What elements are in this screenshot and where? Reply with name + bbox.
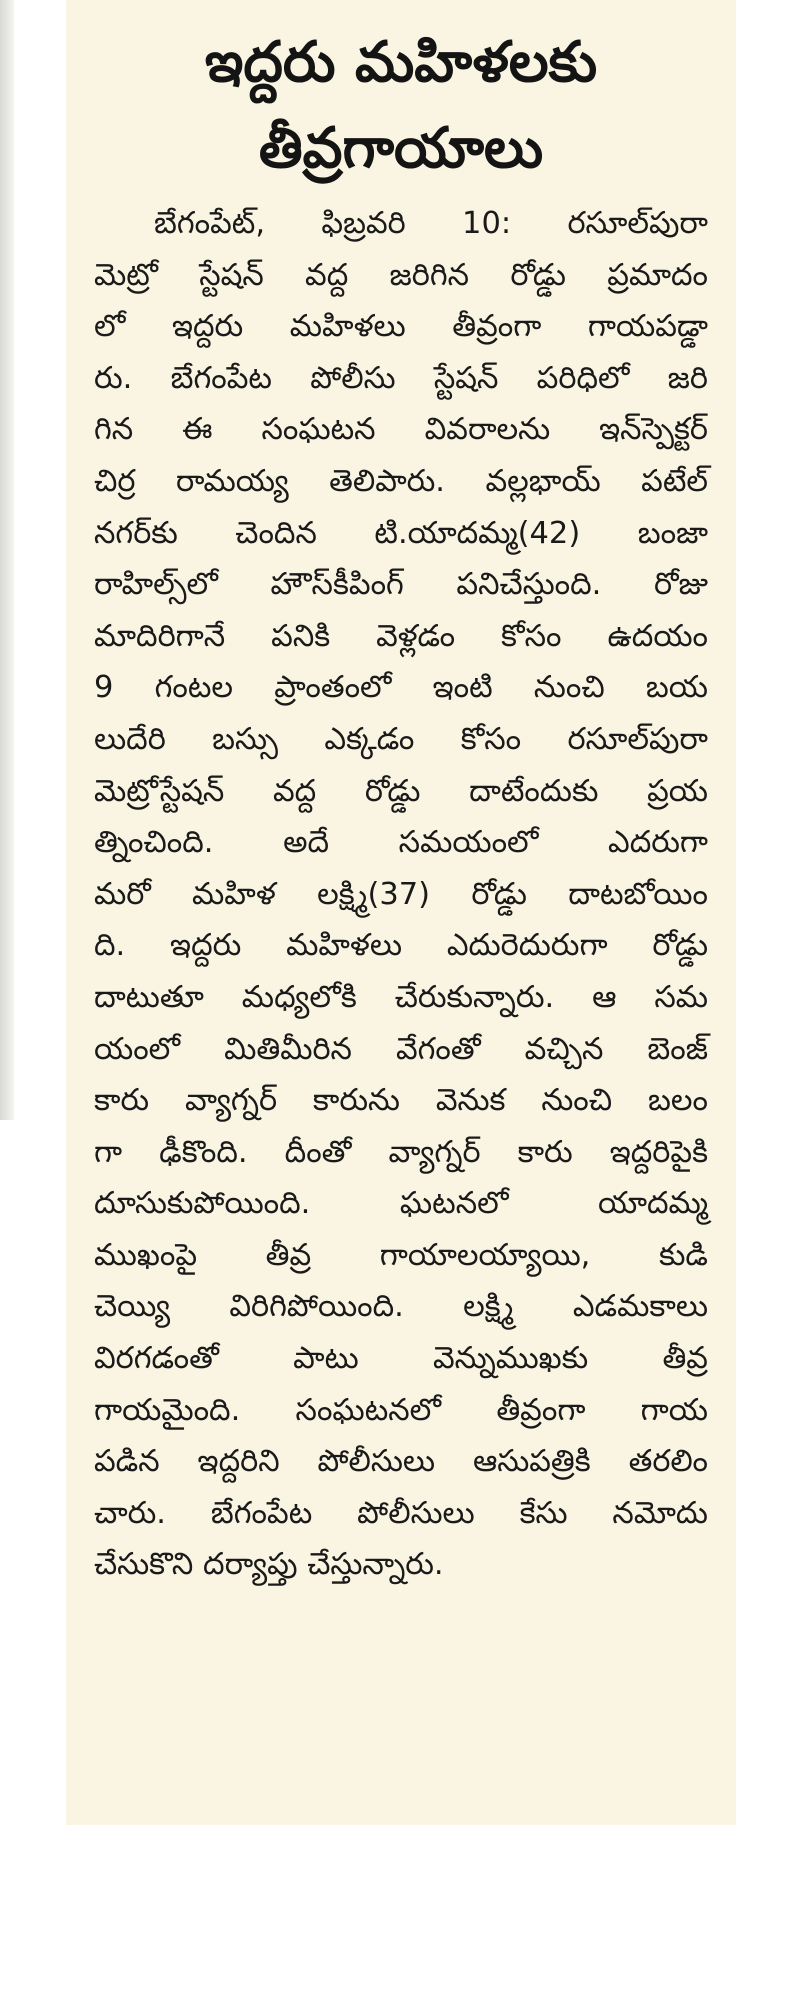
body-line: మరో మహిళ లక్ష్మి(37) రోడ్డు దాటబోయిం	[94, 876, 708, 912]
body-line: దూసుకుపోయింది. ఘటనలో యాదమ్మ	[94, 1186, 708, 1222]
article-body	[94, 198, 708, 1591]
body-line: లుదేరి బస్సు ఎక్కడం కోసం రసూల్‌పురా	[94, 721, 708, 757]
body-line: బేగంపేట్, ఫిబ్రవరి 10: రసూల్‌పురా	[154, 206, 708, 241]
body-line: చేసుకొని దర్యాప్తు చేస్తున్నారు.	[94, 1547, 444, 1583]
body-line: గా ఢీకొంది. దీంతో వ్యాగ్నర్ కారు ఇద్దరిపైకి	[94, 1134, 708, 1170]
body-line: ముఖంపై తీవ్ర గాయాలయ్యాయి, కుడి	[94, 1237, 708, 1273]
body-line: రాహిల్స్‌లో హౌస్‌కీపింగ్ పనిచేస్తుంది. రోజు	[94, 567, 708, 603]
newspaper-clipping	[66, 0, 736, 1825]
headline-line-2: తీవ్రగాయాలు	[258, 116, 544, 181]
body-line: గాయమైంది. సంఘటనలో తీవ్రంగా గాయ	[94, 1392, 708, 1428]
adjacent-column-edge	[0, 0, 14, 1120]
body-line: ది. ఇద్దరు మహిళలు ఎదురెదురుగా రోడ్డు	[94, 928, 708, 964]
body-line: మాదిరిగానే పనికి వెళ్లడం కోసం ఉదయం	[94, 618, 708, 654]
body-line: యంలో మితిమీరిన వేగంతో వచ్చిన బెంజ్	[94, 1031, 708, 1067]
body-line: కారు వ్యాగ్నర్ కారును వెనుక నుంచి బలం	[94, 1083, 708, 1119]
body-line: గిన ఈ సంఘటన వివరాలను ఇన్‌స్పెక్టర్	[94, 412, 708, 448]
body-line: పడిన ఇద్దరిని పోలీసులు ఆసుపత్రికి తరలిం	[94, 1444, 708, 1480]
body-line: చెయ్యి విరిగిపోయింది. లక్ష్మి ఎడమకాలు	[94, 1289, 708, 1325]
body-line: మెట్రో స్టేషన్ వద్ద జరిగిన రోడ్డు ప్రమాదం	[94, 257, 708, 293]
body-line: లో ఇద్దరు మహిళలు తీవ్రంగా గాయపడ్డా	[94, 309, 708, 345]
article-headline	[94, 20, 708, 192]
headline-line-1: ఇద్దరు మహిళలకు	[204, 30, 598, 95]
body-line: 9 గంటల ప్రాంతంలో ఇంటి నుంచి బయ	[94, 670, 708, 706]
body-line: చారు. బేగంపేట పోలీసులు కేసు నమోదు	[94, 1495, 708, 1531]
body-line: రు. బేగంపేట పోలీసు స్టేషన్ పరిధిలో జరి	[94, 360, 708, 396]
body-line: దాటుతూ మధ్యలోకి చేరుకున్నారు. ఆ సమ	[94, 979, 708, 1015]
body-line: చిర్ర రామయ్య తెలిపారు. వల్లభాయ్ పటేల్	[94, 463, 708, 499]
body-line: విరగడంతో పాటు వెన్నుముఖకు తీవ్ర	[94, 1341, 708, 1377]
body-line: నగర్‌కు చెందిన టి.యాదమ్మ(42) బంజా	[94, 515, 708, 551]
body-line: త్నించింది. అదే సమయంలో ఎదరుగా	[94, 825, 708, 861]
body-line: మెట్రోస్టేషన్ వద్ద రోడ్డు దాటేందుకు ప్రయ	[94, 773, 708, 809]
